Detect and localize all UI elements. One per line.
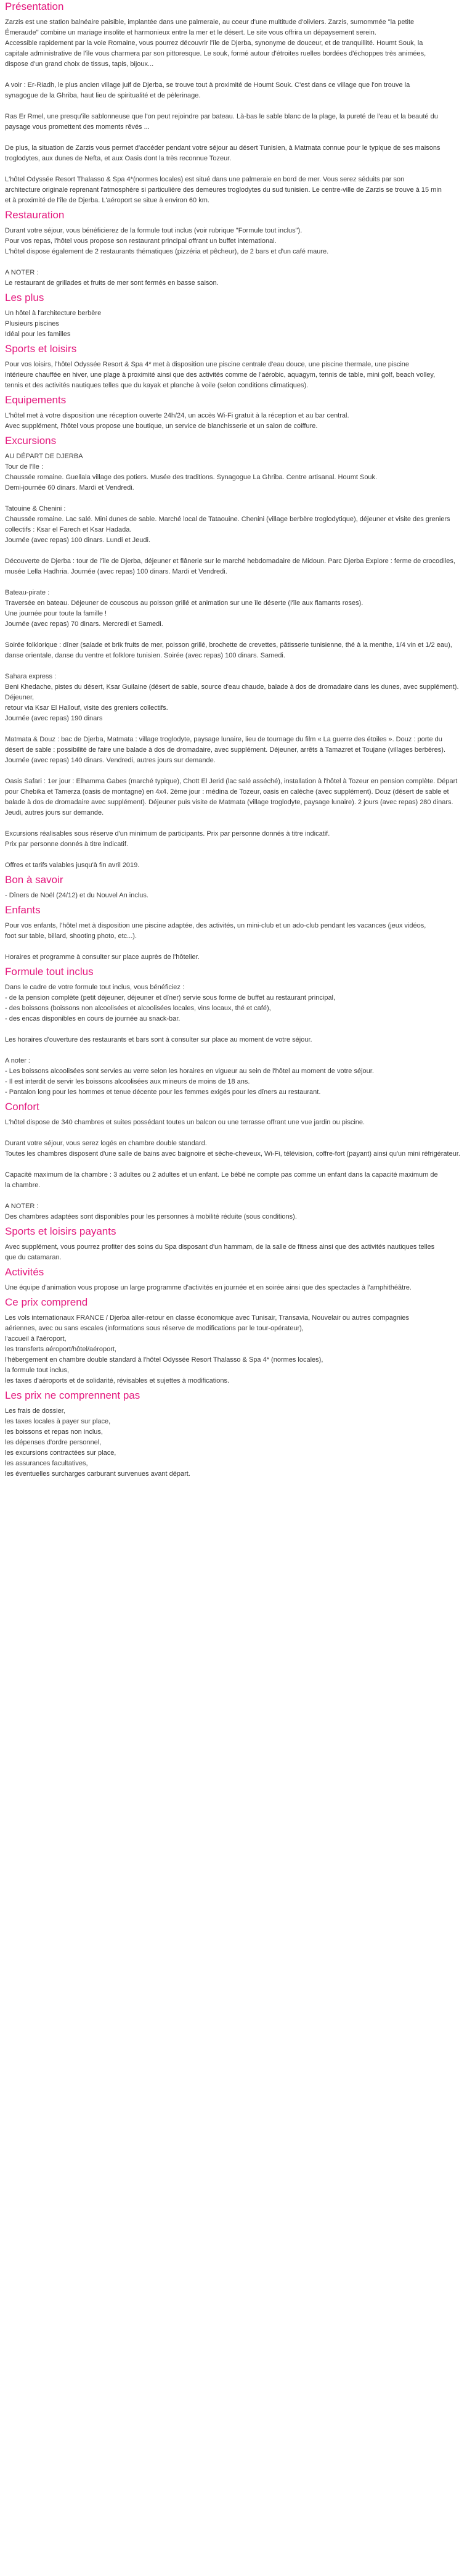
section-paragraph: Tatouine & Chenini : Chaussée romaine. Lac salé. Mini dunes de sable. Marché local de Tataouine. Chenini (village berbère troglodytique), déjeuner et visite des greniers collectifs : Ksar el Farech et Ksar Hadada. Journée (avec repas) 100 dinars. Lundi et Jeudi. <box>5 505 450 544</box>
section-sports-et-loisirs-payants <box>5 1225 462 1263</box>
section-ce-prix-comprend <box>5 1296 462 1386</box>
section-enfants <box>5 903 462 963</box>
section-title: Excursions <box>5 435 57 446</box>
section-paragraph: A NOTER : Le restaurant de grillades et fruits de mer sont fermés en basse saison. <box>5 269 219 287</box>
section-paragraph: - Dîners de Noël (24/12) et du Nouvel An inclus. <box>5 892 148 899</box>
section-title: Restauration <box>5 209 65 221</box>
section-title: Bon à savoir <box>5 874 63 886</box>
section-paragraph: L'hôtel dispose de 340 chambres et suites possédant toutes un balcon ou une terrasse offrant une vue jardin ou piscine. <box>5 1119 365 1126</box>
section-les-plus <box>5 291 462 340</box>
section-activites <box>5 1265 462 1293</box>
section-paragraph: De plus, la situation de Zarzis vous permet d'accéder pendant votre séjour au désert Tunisien, à Matmata connue pour le typique de ses maisons troglodytes, aux dunes de Nefta, et aux Oasis dont la très reconnue Tozeur. <box>5 144 441 162</box>
section-paragraph: A NOTER : Des chambres adaptées sont disponibles pour les personnes à mobilité réduite (sous conditions). <box>5 1203 297 1220</box>
section-paragraph: Avec supplément, vous pourrez profiter des soins du Spa disposant d'un hammam, de la salle de fitness ainsi que des activités nautiques telles que du catamaran. <box>5 1243 435 1261</box>
section-paragraph: Découverte de Djerba : tour de l'île de Djerba, déjeuner et flânerie sur le marché hebdomadaire de Midoun. Parc Djerba Explore : ferme de crocodiles, musée Lella Hadhria. Journée (avec repas) 100 dinars. Mardi et Vendredi. <box>5 558 455 575</box>
section-title: Sports et loisirs payants <box>5 1225 116 1237</box>
section-bon-a-savoir <box>5 873 462 901</box>
section-paragraph: Durant votre séjour, vous bénéficierez de la formule tout inclus (voir rubrique "Formule tout inclus"). Pour vos repas, l'hôtel vous propose son restaurant principal offrant un buffet international. L'hôtel dispose également de 2 restaurants thématiques (pizzéria et pêcheur), de 2 bars et d'un café maure. <box>5 227 329 255</box>
section-title: Les prix ne comprennent pas <box>5 1389 140 1401</box>
section-title: Enfants <box>5 904 41 916</box>
section-paragraph: Sahara express : Beni Khedache, pistes du désert, Ksar Guilaine (désert de sable, source d'eau chaude, balade à dos de dromadaire dans les dunes, avec supplément). Déjeuner, retour via Ksar El Hallouf, visite des greniers collectifs. Journée (avec repas) 190 dinars <box>5 673 459 722</box>
section-paragraph: AU DÉPART DE DJERBA Tour de l'île : Chaussée romaine. Guellala village des potiers. Musée des traditions. Synagogue La Ghriba. Centre artisanal. Houmt Souk. Demi-journée 60 dinars. Mardi et Vendredi. <box>5 453 378 492</box>
section-paragraph: Durant votre séjour, vous serez logés en chambre double standard. Toutes les chambres disposent d'une salle de bains avec baignoire et sèche-cheveux, Wi-Fi, télévision, coffre-fort (payant) ainsi qu'un mini réfrigérateur. <box>5 1140 460 1158</box>
section-title: Formule tout inclus <box>5 966 94 977</box>
section-paragraph: Zarzis est une station balnéaire paisible, implantée dans une palmeraie, au coeur d'une multitude d'oliviers. Zarzis, surnommée "la petite Émeraude" combine un mariage insolite et harmonieux entre la mer et le désert. Le site vous offrira un dépaysement serein. Accessible rapidement par la voie Romaine, vous pourrez découvrir l'île de Djerba, synonyme de douceur, et de tranquillité. Houmt Souk, la capitale administrative de l'île vous charmera par son pittoresque. Le souk, formé autour d'étroites ruelles bordées d'échoppes très animées, dispose d'un grand choix de tissus, tapis, bijoux... <box>5 19 426 68</box>
section-paragraph: Bateau-pirate : Traversée en bateau. Déjeuner de couscous au poisson grillé et animation sur une île déserte (l'île aux flamants roses). Une journée pour toute la famille ! Journée (avec repas) 70 dinars. Mercredi et Samedi. <box>5 589 363 628</box>
section-paragraph: Offres et tarifs valables jusqu'à fin avril 2019. <box>5 862 140 869</box>
section-paragraph: Soirée folklorique : dîner (salade et brik fruits de mer, poisson grillé, brochette de crevettes, pâtisserie tunisienne, thé à la menthe, 1/4 vin et 1/2 eau), danse orientale, danse du ventre et folklore tunisien. Soirée (avec repas) 100 dinars. Samedi. <box>5 641 452 659</box>
section-paragraph: Pour vos loisirs, l'hôtel Odyssée Resort & Spa 4* met à disposition une piscine centrale d'eau douce, une piscine thermale, une piscine intérieure chauffée en hiver, une plage à proximité ainsi que des activités comme de l'aérobic, aquagym, tennis de table, mini golf, beach volley, tennis et des activités nautiques telles que du kayak et planche à voile (selon conditions climatiques). <box>5 361 436 389</box>
section-restauration <box>5 208 462 289</box>
section-title: Activités <box>5 1266 44 1278</box>
section-paragraph: Les vols internationaux FRANCE / Djerba aller-retour en classe économique avec Tunisair, Transavia, Nouvelair ou autres compagnies aériennes, avec ou sans escales (informations sous réserve de modifications par le tour-opérateur), l'accueil à l'aéroport, les transferts aéroport/hôtel/aéroport, l'hébergement en chambre double standard à l'hôtel Odyssée Resort Thalasso & Spa 4* (normes locales), la formule tout inclus, les taxes d'aéroports et de solidarité, révisables et sujettes à modifications. <box>5 1314 410 1385</box>
section-paragraph: L'hôtel Odyssée Resort Thalasso & Spa 4*(normes locales) est situé dans une palmeraie en bord de mer. Vous serez séduits par son architecture originale reprenant l'atmosphère si particulière des demeures troglodytes du sud tunisien. Le centre-ville de Zarzis se trouve à 15 min et à proximité de l'île de Djerba. L'aéroport se situe à environ 60 km. <box>5 176 442 204</box>
section-paragraph: Horaires et programme à consulter sur place auprès de l'hôtelier. <box>5 953 200 961</box>
section-sports-et-loisirs <box>5 342 462 391</box>
section-title: Confort <box>5 1101 39 1113</box>
section-paragraph: Oasis Safari : 1er jour : Elhamma Gabes (marché typique), Chott El Jerid (lac salé asséché), installation à l'hôtel à Tozeur en pension complète. Départ pour Chebika et Tamerza (oasis de montagne) en 4x4. 2ème jour : médina de Tozeur, oasis en calèche (avec supplément). Douz (désert de sable et balade à dos de dromadaire avec supplément). Déjeuner puis visite de Matmata (village troglodyte, paysage lunaire). 2 jours (avec repas) 280 dinars. Jeudi, autres jours sur demande. <box>5 778 458 817</box>
section-paragraph: A noter : - Les boissons alcoolisées sont servies au verre selon les horaires en vigueur au sein de l'hôtel au moment de votre séjour. - Il est interdit de servir les boissons alcoolisées aux mineurs de moins de 18 ans. - Pantalon long pour les hommes et tenue décente pour les femmes exigés pour les dîners au restaurant. <box>5 1057 374 1096</box>
section-presentation <box>5 0 462 206</box>
section-les-prix-ne-comprennent-pas <box>5 1389 462 1479</box>
section-paragraph: L'hôtel met à votre disposition une réception ouverte 24h/24, un accès Wi-Fi gratuit à la réception et au bar central. Avec supplément, l'hôtel vous propose une boutique, un service de blanchisserie et un salon de coiffure. <box>5 412 349 430</box>
section-title: Ce prix comprend <box>5 1296 88 1308</box>
section-equipements <box>5 393 462 432</box>
section-paragraph: Capacité maximum de la chambre : 3 adultes ou 2 adultes et un enfant. Le bébé ne compte pas comme un enfant dans la capacité maximum de la chambre. <box>5 1171 438 1189</box>
section-paragraph: Pour vos enfants, l'hôtel met à disposition une piscine adaptée, des activités, un mini-club et un ado-club pendant les vacances (jeux vidéos, foot sur table, billard, shooting photo, etc...). <box>5 922 426 940</box>
section-paragraph: Matmata & Douz : bac de Djerba, Matmata : village troglodyte, paysage lunaire, lieu de tournage du film « La guerre des étoiles ». Douz : porte du désert de sable : possibilité de faire une balade à dos de dromadaire, avec supplément. Déjeuner, arrêts à Tamazret et Toujane (villages berbères). Journée (avec repas) 140 dinars. Vendredi, autres jours sur demande. <box>5 736 446 764</box>
section-title: Les plus <box>5 292 44 303</box>
section-paragraph: Un hôtel à l'architecture berbère Plusieurs piscines Idéal pour les familles <box>5 310 102 338</box>
section-formule-tout-inclus <box>5 965 462 1098</box>
section-paragraph: Excursions réalisables sous réserve d'un minimum de participants. Prix par personne donnés à titre indicatif. Prix par personne donnés à titre indicatif. <box>5 830 330 848</box>
section-paragraph: Ras Er Rmel, une presqu'île sablonneuse que l'on peut rejoindre par bateau. Là-bas le sable blanc de la plage, la pureté de l'eau et la beauté du paysage vous promettent des moments rêvés ... <box>5 113 438 131</box>
section-paragraph: A voir : Er-Riadh, le plus ancien village juif de Djerba, se trouve tout à proximité de Houmt Souk. C'est dans ce village que l'on trouve la synagogue de la Ghriba, haut lieu de spiritualité et de pèlerinage. <box>5 81 410 99</box>
section-confort <box>5 1100 462 1222</box>
section-title: Equipements <box>5 394 67 406</box>
section-excursions <box>5 434 462 871</box>
section-paragraph: Dans le cadre de votre formule tout inclus, vous bénéficiez : - de la pension complète (petit déjeuner, déjeuner et dîner) servie sous forme de buffet au restaurant principal, - des boissons (boissons non alcoolisées et alcoolisées locales, vins locaux, thé et café), - des encas disponibles en cours de journée au snack-bar. <box>5 984 336 1023</box>
section-title: Sports et loisirs <box>5 343 77 355</box>
section-paragraph: Les horaires d'ouverture des restaurants et bars sont à consulter sur place au moment de votre séjour. <box>5 1036 312 1043</box>
section-paragraph: Les frais de dossier, les taxes locales à payer sur place, les boissons et repas non inclus, les dépenses d'ordre personnel, les excursions contractées sur place, les assurances facultatives, les éventuelles surcharges carburant survenues avant départ. <box>5 1407 190 1478</box>
section-paragraph: Une équipe d'animation vous propose un large programme d'activités en journée et en soirée ainsi que des spectacles à l'amphithéâtre. <box>5 1284 412 1291</box>
section-title: Présentation <box>5 1 64 12</box>
